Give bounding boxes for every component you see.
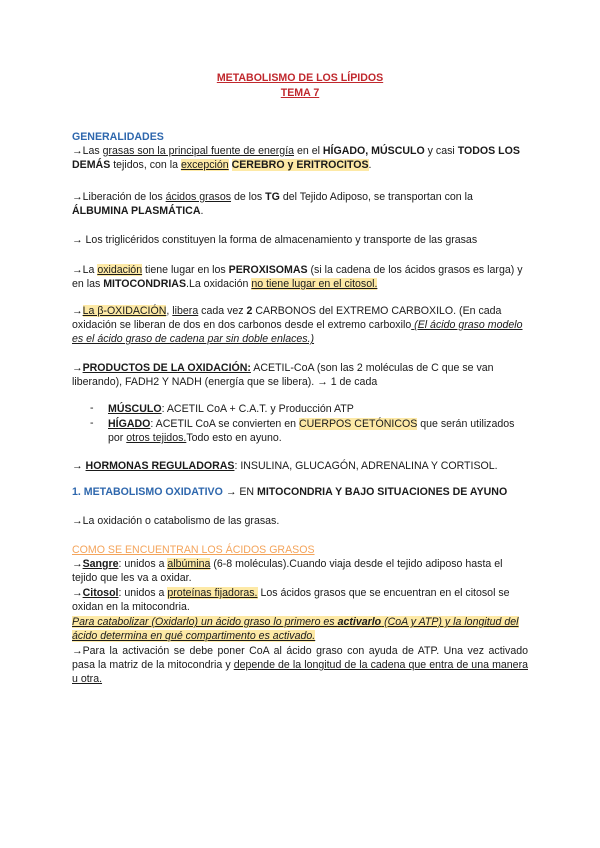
paragraph-activacion: →Para la activación se debe poner CoA al ácido graso con ayuda de ATP. Una vez activado pasa la matriz de la mitocondria y depende de la longitud de la cadena que entra de una manera u otra.	[72, 645, 528, 685]
paragraph-liberacion: →Liberación de los ácidos grasos de los TG del Tejido Adiposo, se transportan con la ÁLBUMINA PLASMÁTICA.	[72, 191, 473, 217]
paragraph-catabolizar: Para catabolizar (Oxidarlo) un ácido graso lo primero es activarlo (CoA y ATP) y la longitud del ácido determina en qué compartimento es activado.	[72, 616, 519, 642]
paragraph-productos: →PRODUCTOS DE LA OXIDACIÓN: ACETIL-CoA (son las 2 moléculas de C que se van liberando), FADH2 Y NADH (energía que se libera). → 1 de cada	[72, 362, 494, 388]
bullet-dash: -	[90, 417, 94, 429]
section1-paragraph: →La oxidación o catabolismo de las grasas.	[72, 515, 280, 527]
document-title: METABOLISMO DE LOS LÍPIDOS	[216, 72, 384, 84]
generalidades-heading: GENERALIDADES	[72, 131, 164, 143]
paragraph-sangre: →Sangre: unidos a albúmina (6-8 moléculas).Cuando viaja desde el tejido adiposo hasta el tejido que les va a oxidar.	[72, 558, 503, 584]
paragraph-beta-oxidacion: →La β-OXIDACIÓN, libera cada vez 2 CARBONOS del EXTREMO CARBOXILO. (En cada oxidación se liberan de dos en dos carbonos desde el extremo carboxilo (El ácido graso modelo es el ácido graso de cadena par sin doble enlaces.)	[72, 305, 523, 345]
paragraph-hormonas: → HORMONAS REGULADORAS: INSULINA, GLUCAGÓN, ADRENALINA Y CORTISOL.	[72, 460, 498, 472]
bullet-musculo: MÚSCULO: ACETIL CoA + C.A.T. y Producción ATP	[108, 403, 354, 415]
document-subtitle: TEMA 7	[280, 87, 320, 99]
paragraph-oxidacion: →La oxidación tiene lugar en los PEROXISOMAS (si la cadena de los ácidos grasos es larga) y en las MITOCONDRIAS.La oxidación no tiene lugar en el citosol.	[72, 264, 523, 290]
paragraph-fuente-energia: →Las grasas son la principal fuente de energía en el HÍGADO, MÚSCULO y casi TODOS LOS DEMÁS tejidos, con la excepción CEREBRO y ERITROCITOS.	[72, 145, 520, 171]
paragraph-citosol: →Citosol: unidos a proteínas fijadoras. Los ácidos grasos que se encuentran en el citosol se oxidan en la mitocondria.	[72, 587, 510, 613]
paragraph-trigliceridos: → Los triglicéridos constituyen la forma de almacenamiento y transporte de las grasas	[72, 234, 478, 246]
section1-heading: 1. METABOLISMO OXIDATIVO → EN MITOCONDRIA Y BAJO SITUACIONES DE AYUNO	[72, 486, 508, 498]
bullet-dash: -	[90, 402, 94, 414]
como-heading: COMO SE ENCUENTRAN LOS ÁCIDOS GRASOS	[72, 544, 315, 556]
bullet-higado: HÍGADO: ACETIL CoA se convierten en CUERPOS CETÓNICOS que serán utilizados por otros tejidos.Todo esto en ayuno.	[108, 418, 515, 444]
